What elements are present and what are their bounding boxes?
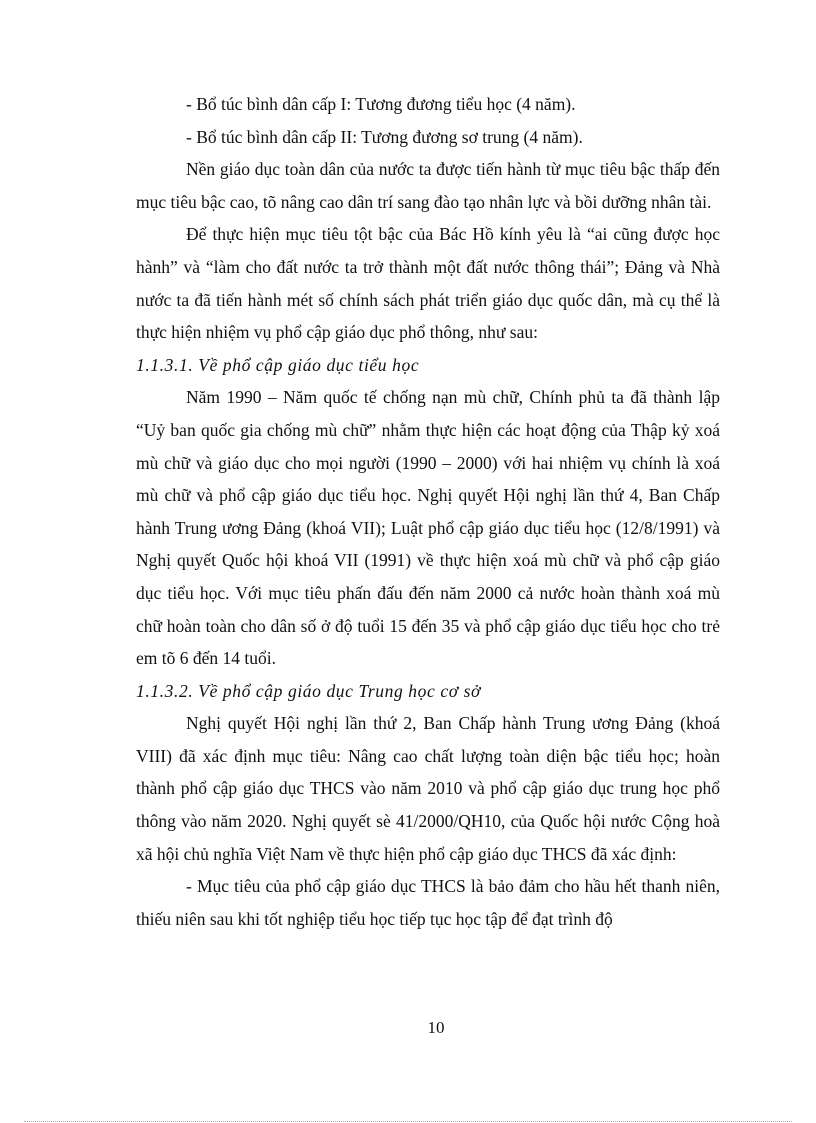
paragraph-education-goals: Nền giáo dục toàn dân của nước ta được tiến hành từ mục tiêu bậc thấp đến mục tiêu bậc cao, tõ nâng cao dân trí sang đào tạo nhân lực và bồi dưỡng nhân tài. <box>136 159 720 212</box>
paragraph-bullet-2: - Bổ túc bình dân cấp II: Tương đương sơ trung (4 năm). <box>186 126 583 147</box>
paragraph-bullet-1: - Bổ túc bình dân cấp I: Tương đương tiểu học (4 năm). <box>186 94 576 114</box>
section-heading-1-1-3-2: 1.1.3.2. Về phổ cập giáo dục Trung học cơ sở <box>136 680 481 701</box>
paragraph-thcs-goal: - Mục tiêu của phổ cập giáo dục THCS là bảo đảm cho hầu hết thanh niên, thiếu niên sau khi tốt nghiệp tiểu học tiếp tục học tập để đạt trình độ <box>136 876 720 929</box>
paragraph-resolution-viii: Nghị quyết Hội nghị lần thứ 2, Ban Chấp hành Trung ương Đảng (khoá VIII) đã xác định mục tiêu: Nâng cao chất lượng toàn diện bậc tiểu học; hoàn thành phổ cập giáo dục THCS vào năm 2010 và phổ cập giáo dục trung học phổ thông vào năm 2020. Nghị quyết sè 41/2000/QH10, của Quốc hội nước Cộng hoà xã hội chủ nghĩa Việt Nam về thực hiện phổ cập giáo dục THCS đã xác định: <box>136 713 720 864</box>
paragraph-ho-chi-minh-goal: Để thực hiện mục tiêu tột bậc của Bác Hồ kính yêu là “ai cũng được học hành” và “làm cho đất nước ta trở thành một đất nước thông thái”; Đảng và Nhà nước ta đã tiến hành mét số chính sách phát triển giáo dục quốc dân, mà cụ thể là thực hiện nhiệm vụ phổ cập giáo dục phổ thông, như sau: <box>136 224 720 343</box>
section-heading-1-1-3-1: 1.1.3.1. Về phổ cập giáo dục tiểu học <box>136 354 420 375</box>
paragraph-primary-universalization: Năm 1990 – Năm quốc tế chống nạn mù chữ, Chính phủ ta đã thành lập “Uỷ ban quốc gia chống mù chữ” nhằm thực hiện các hoạt động của Thập kỷ xoá mù chữ và giáo dục cho mọi người (1990 – 2000) với hai nhiệm vụ chính là xoá mù chữ và phổ cập giáo dục tiểu học. Nghị quyết Hội nghị lần thứ 4, Ban Chấp hành Trung ương Đảng (khoá VII); Luật phổ cập giáo dục tiểu học (12/8/1991) và Nghị quyết Quốc hội khoá VII (1991) về thực hiện xoá mù chữ và phổ cập giáo dục tiểu học. Với mục tiêu phấn đấu đến năm 2000 cả nước hoàn thành xoá mù chữ hoàn toàn cho dân số ở độ tuổi 15 đến 35 và phổ cập giáo dục tiểu học cho trẻ em tõ 6 đến 14 tuổi. <box>136 387 720 669</box>
document-body <box>136 88 720 935</box>
page-number: 10 <box>427 1018 445 1037</box>
page-bottom-divider <box>24 1121 792 1122</box>
